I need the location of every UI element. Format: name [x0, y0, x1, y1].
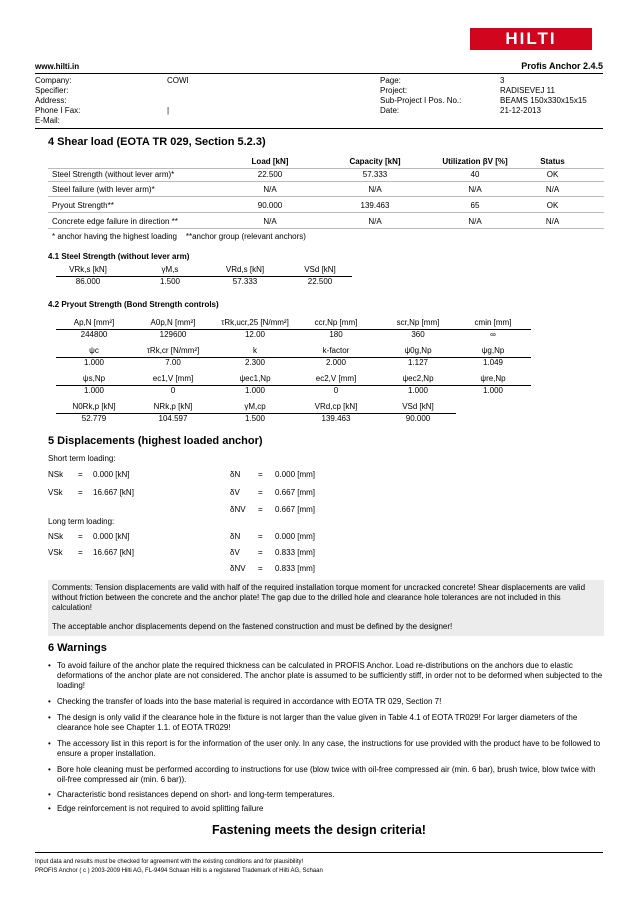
sec42-r2h4: ψ0g,Np	[404, 346, 432, 355]
sec42-r1h5: cmin [mm]	[474, 318, 512, 327]
sec42-r3v0: 1.000	[83, 386, 105, 395]
sec42-r2h0: ψc	[89, 346, 99, 355]
short-nsk-value: 0.000 [kN]	[93, 470, 130, 479]
warning-text: To avoid failure of the anchor plate the required thickness can be calculated in PROFIS Anchor. Load re-distributions on the anchors due to elastic deformations of the anchor plate are not considered. The anchor plate is assumed to be sufficiently stiff, in order not to be deformed when subjected to the loading!	[57, 661, 603, 690]
header-divider	[35, 73, 603, 74]
sec42-r2v3: 2.000	[325, 358, 347, 367]
nsk-symbol: NSk	[48, 470, 64, 479]
row-util: N/A	[468, 185, 482, 194]
sec42-r2v5: 1.049	[482, 358, 504, 367]
row-status: N/A	[545, 185, 560, 194]
delta-v-symbol: δV	[230, 488, 240, 497]
date-value: 21-12-2013	[500, 106, 541, 115]
sec42-r4v2: 1.500	[244, 414, 266, 423]
project-label: Project:	[380, 86, 408, 95]
col-load: Load [kN]	[251, 157, 289, 166]
list-item	[48, 739, 604, 759]
long-dv-value: 0.833 [mm]	[275, 548, 316, 557]
project-value: RADISEVEJ 11	[500, 86, 555, 95]
row-load: N/A	[263, 185, 277, 194]
short-term-label: Short term loading:	[48, 454, 116, 463]
sec42-r1v5: ∞	[490, 330, 496, 339]
list-item	[48, 713, 604, 733]
warning-text: Bore hole cleaning must be performed according to instructions for use (blow twice with oil-free compressed air (min. 6 bar), brush twice, blow twice with oil-free compressed air (min. 6 bar)).	[57, 765, 596, 784]
address-label: Address:	[35, 96, 67, 105]
sec41-h2: VRd,s [kN]	[225, 265, 265, 274]
subproject-value: BEAMS 150x330x15x15	[500, 96, 587, 105]
long-term-label: Long term loading:	[48, 517, 115, 526]
sec42-r4h3: VRd,cp [kN]	[314, 402, 358, 411]
sec42-r4h4: VSd [kN]	[402, 402, 434, 411]
row-util: 65	[470, 201, 480, 210]
equals: =	[258, 488, 263, 497]
sec42-r4h0: N0Rk,p [kN]	[72, 402, 116, 411]
equals: =	[78, 548, 83, 557]
company-value: COWI	[167, 76, 189, 85]
bullet: •	[48, 790, 51, 799]
date-label: Date:	[380, 106, 400, 115]
sec42-r4v3: 139.463	[321, 414, 351, 423]
phone-label: Phone I Fax:	[35, 106, 81, 115]
bullet: •	[48, 713, 51, 722]
sec5-title: 5 Displacements (highest loaded anchor)	[48, 435, 263, 447]
row-label: Pryout Strength**	[52, 201, 114, 210]
row-load: 22.500	[257, 170, 283, 179]
sec42-r2v0: 1.000	[83, 358, 105, 367]
equals: =	[258, 548, 263, 557]
equals: =	[78, 488, 83, 497]
specifier-label: Specifier:	[35, 86, 69, 95]
row-load: N/A	[263, 217, 277, 226]
bullet: •	[48, 804, 51, 813]
equals: =	[78, 470, 83, 479]
sec42-r3h3: ec2,V [mm]	[315, 374, 357, 383]
sec42-r1v0: 244800	[80, 330, 108, 339]
row-load: 90.000	[257, 201, 283, 210]
list-item	[48, 765, 604, 785]
vsk-symbol: VSk	[48, 488, 63, 497]
table-rule	[48, 212, 604, 213]
design-criteria-result: Fastening meets the design criteria!	[212, 823, 426, 837]
info-divider	[35, 128, 603, 129]
list-item	[48, 790, 604, 800]
row-util: N/A	[468, 217, 482, 226]
sec42-r4v1: 104.597	[158, 414, 188, 423]
sec41-h3: VSd [kN]	[304, 265, 336, 274]
sec42-r3h5: ψre,Np	[480, 374, 506, 383]
row-capacity: N/A	[368, 217, 382, 226]
sec42-r1v4: 360	[411, 330, 425, 339]
sec41-title: 4.1 Steel Strength (without lever arm)	[48, 252, 190, 261]
col-capacity: Capacity [kN]	[349, 157, 401, 166]
sec42-r1h3: ccr,Np [mm]	[314, 318, 358, 327]
short-vsk-value: 16.667 [kN]	[93, 488, 134, 497]
sec42-r1v1: 129600	[159, 330, 187, 339]
table-rule	[48, 181, 604, 182]
row-capacity: 57.333	[362, 170, 388, 179]
sec42-r3h2: ψec1,Np	[239, 374, 271, 383]
row-capacity: 139.463	[360, 201, 390, 210]
sec42-title: 4.2 Pryout Strength (Bond Strength controls)	[48, 300, 219, 309]
page-value: 3	[500, 76, 505, 85]
sec42-r3v1: 0	[170, 386, 176, 395]
bullet: •	[48, 661, 51, 670]
vsk-symbol: VSk	[48, 548, 63, 557]
equals: =	[258, 505, 263, 514]
sec42-r2h2: k	[253, 346, 257, 355]
col-status: Status	[540, 157, 565, 166]
sec42-r3h1: ec1,V [mm]	[152, 374, 194, 383]
sec42-r1h0: Ap,N [mm²]	[73, 318, 115, 327]
sec41-v1: 1.500	[159, 277, 181, 286]
sec41-v3: 22.500	[307, 277, 333, 286]
sec42-r2h5: ψg,Np	[481, 346, 505, 355]
table-rule	[48, 196, 604, 197]
bullet: •	[48, 739, 51, 748]
footer-disclaimer: Input data and results must be checked for agreement with the existing conditions and for plausibility!	[35, 859, 304, 865]
short-dv-value: 0.667 [mm]	[275, 488, 316, 497]
short-dnv-value: 0.667 [mm]	[275, 505, 316, 514]
col-utilization: Utilization βV [%]	[442, 157, 508, 166]
row-label: Concrete edge failure in direction **	[52, 217, 178, 226]
row-status: N/A	[545, 217, 560, 226]
short-dn-value: 0.000 [mm]	[275, 470, 316, 479]
sec42-r3v2: 1.000	[244, 386, 266, 395]
sec42-r1v3: 180	[329, 330, 343, 339]
sec41-v2: 57.333	[232, 277, 258, 286]
company-label: Company:	[35, 76, 72, 85]
footer-divider	[35, 852, 603, 853]
sec42-r4h1: NRk,p [kN]	[153, 402, 193, 411]
sec42-r3h0: ψs,Np	[82, 374, 106, 383]
product-version: Profis Anchor 2.4.5	[521, 61, 603, 71]
footer-copyright: PROFIS Anchor ( c ) 2003-2009 Hilti AG, FL-9494 Schaan Hilti is a registered Trademark of Hilti AG, Schaan	[35, 868, 323, 874]
sec41-h1: γM,s	[161, 265, 179, 274]
sec42-r1v2: 12.00	[244, 330, 266, 339]
row-capacity: N/A	[368, 185, 382, 194]
sec42-r3v3: 0	[333, 386, 339, 395]
long-dn-value: 0.000 [mm]	[275, 532, 316, 541]
long-nsk-value: 0.000 [kN]	[93, 532, 130, 541]
equals: =	[258, 470, 263, 479]
bullet: •	[48, 697, 51, 706]
list-item	[48, 661, 604, 691]
sec42-r2v4: 1.127	[407, 358, 429, 367]
sec42-r3v4: 1.000	[407, 386, 429, 395]
comments-box	[48, 580, 604, 636]
page-label: Page:	[380, 76, 401, 85]
subproject-label: Sub-Project I Pos. No.:	[380, 96, 462, 105]
row-label: Steel Strength (without lever arm)*	[52, 170, 175, 179]
delta-n-symbol: δN	[230, 532, 241, 541]
warning-text: Edge reinforcement is not required to avoid splitting failure	[57, 804, 264, 813]
sec42-r1h2: τRk,ucr,25 [N/mm²]	[221, 318, 289, 327]
row-status: OK	[546, 170, 559, 179]
row-label: Steel failure (with lever arm)*	[52, 185, 155, 194]
comment-acceptable: The acceptable anchor displacements depend on the fastened construction and must be defined by the designer!	[52, 622, 453, 631]
sec42-r4v4: 90.000	[405, 414, 431, 423]
nsk-symbol: NSk	[48, 532, 64, 541]
warning-text: The accessory list in this report is for the information of the user only. In any case, the instructions for use provided with the product have to be followed to ensure a proper installation.	[57, 739, 601, 758]
equals: =	[78, 532, 83, 541]
table-rule	[48, 228, 604, 229]
long-dnv-value: 0.833 [mm]	[275, 564, 316, 573]
sec4-footnote: * anchor having the highest loading **anchor group (relevant anchors)	[52, 232, 306, 241]
list-item	[48, 697, 604, 707]
sec42-r1h4: scr,Np [mm]	[396, 318, 440, 327]
row-status: OK	[546, 201, 559, 210]
table-rule	[48, 168, 604, 169]
website-url[interactable]: www.hilti.in	[35, 62, 80, 71]
sec42-r4v0: 52.779	[81, 414, 107, 423]
row-util: 40	[470, 170, 480, 179]
warning-text: Checking the transfer of loads into the base material is required in accordance with EOTA TR 029, Section 7!	[57, 697, 442, 706]
sec42-r2h3: k-factor	[322, 346, 350, 355]
hilti-logo	[470, 28, 592, 50]
equals: =	[258, 532, 263, 541]
sec42-r2v2: 2.300	[244, 358, 266, 367]
warning-text: The design is only valid if the clearance hole in the fixture is not larger than the value given in Table 4.1 of EOTA TR029! For larger diameters of the clearance hole see Chapter 1.1. of EOTA TR029!	[57, 713, 578, 732]
long-vsk-value: 16.667 [kN]	[93, 548, 134, 557]
delta-v-symbol: δV	[230, 548, 240, 557]
sec42-r4h2: γM,cp	[244, 402, 266, 411]
warning-text: Characteristic bond resistances depend on short- and long-term temperatures.	[57, 790, 335, 799]
comment-displacements: Comments: Tension displacements are valid with half of the required installation torque moment for uncracked concrete! Shear displacements are valid without friction between the concrete and the anchor plate! The gap due to the drilled hole and clearance hole tolerances are not included in this calculation!	[52, 583, 586, 612]
sec42-r3h4: ψec2,Np	[402, 374, 434, 383]
sec4-title: 4 Shear load (EOTA TR 029, Section 5.2.3)	[48, 136, 266, 148]
phone-value: |	[167, 106, 170, 115]
sec6-title: 6 Warnings	[48, 642, 107, 654]
list-item	[48, 804, 604, 814]
sec41-h0: VRk,s [kN]	[69, 265, 107, 274]
sec41-v0: 86.000	[75, 277, 101, 286]
delta-nv-symbol: δNV	[230, 505, 246, 514]
sec42-r1h1: A0p,N [mm²]	[150, 318, 196, 327]
sec42-r2h1: τRk,cr [N/mm²]	[146, 346, 200, 355]
email-label: E-Mail:	[35, 116, 60, 125]
sec42-r2v1: 7.00	[165, 358, 181, 367]
delta-nv-symbol: δNV	[230, 564, 246, 573]
sec42-r3v5: 1.000	[482, 386, 504, 395]
delta-n-symbol: δN	[230, 470, 241, 479]
bullet: •	[48, 765, 51, 774]
logo-text: HILTI	[505, 29, 557, 48]
equals: =	[258, 564, 263, 573]
